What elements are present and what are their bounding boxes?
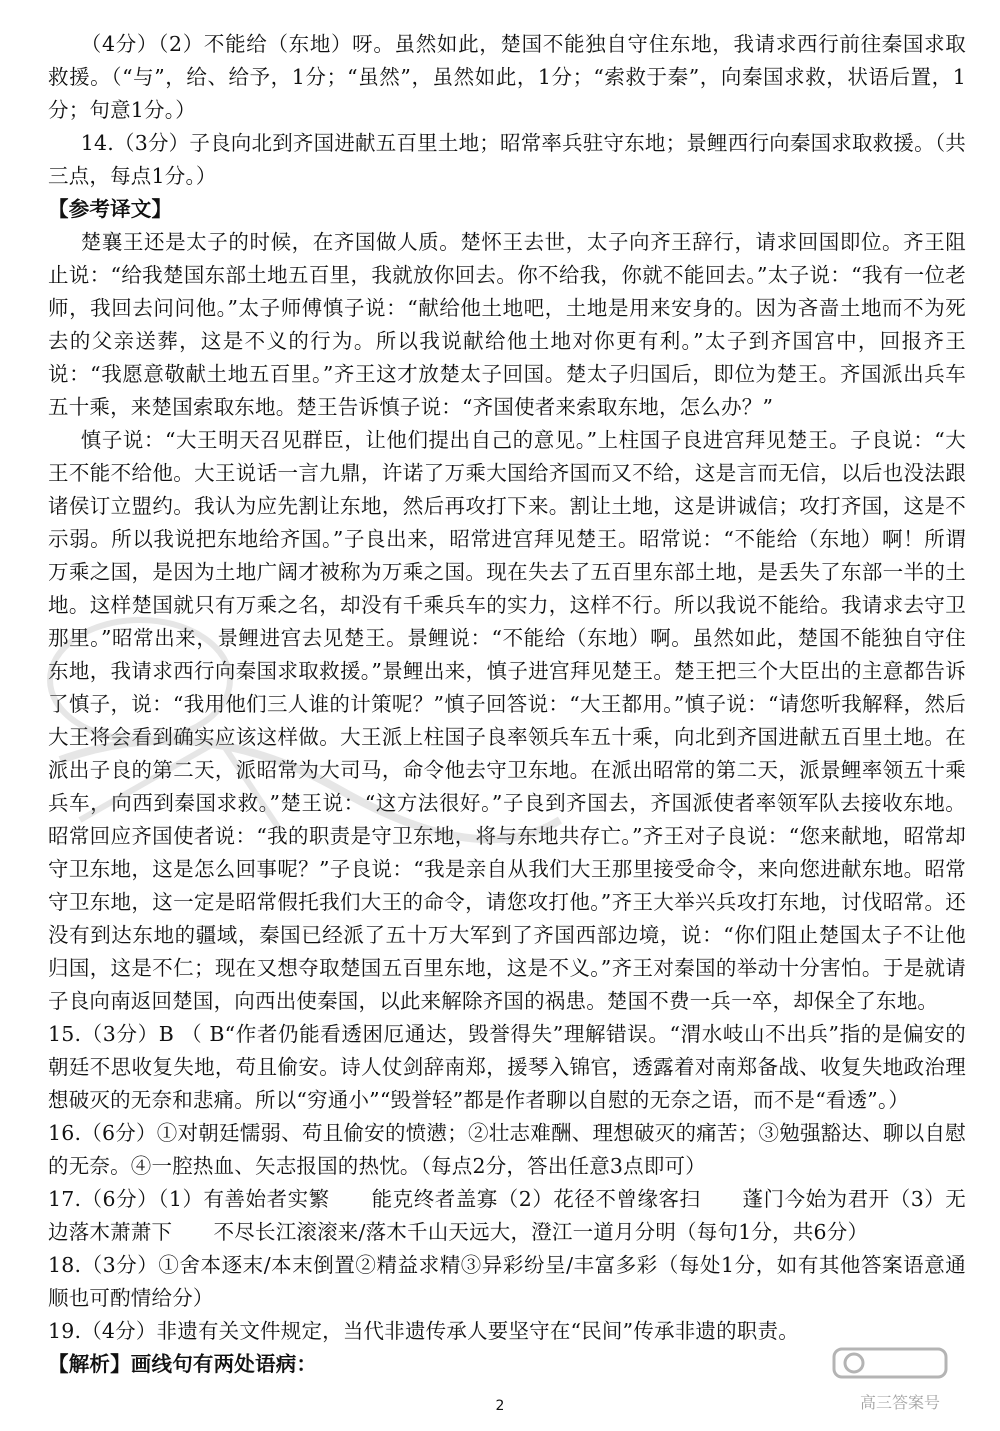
answer-19: 19.（4分）非遗有关文件规定，当代非遗传承人要坚守在“民间”传承非遗的职责。 <box>48 1319 799 1343</box>
answer-14: 14.（3分）子良向北到齐国进献五百里土地；昭常率兵驻守东地；景鲤西行向秦国求取救援。（共三点，每点1分。） <box>48 131 966 188</box>
corner-watermark-text: 高三答案号 <box>859 1393 940 1412</box>
answer-16: 16.（6分）①对朝廷懦弱、苟且偷安的愤懑；②壮志难酬、理想破灭的痛苦；③勉强豁达、聊以自慰的无奈。④一腔热血、矢志报国的热忱。（每点2分，答出任意3点即可） <box>48 1121 966 1178</box>
reference-translation-heading: 【参考译文】 <box>48 197 173 221</box>
analysis-heading: 【解析】画线句有两处语病： <box>48 1352 318 1376</box>
answer-18: 18.（3分）①舍本逐末/本末倒置②精益求精③异彩纷呈/丰富多彩（每处1分，如有其他答案语意通顺也可酌情给分） <box>48 1253 966 1310</box>
answer-13-part2: （4分）（2）不能给（东地）呀。虽然如此，楚国不能独自守住东地，我请求西行前往秦国求取救援。（“与”，给、给予，1分；“虽然”，虽然如此，1分；“索救于秦”，向秦国求救，状语后置，1分；句意1分。） <box>48 32 966 122</box>
page-number: 2 <box>495 1398 505 1414</box>
document-body <box>48 28 966 1381</box>
translation-paragraph-2: 慎子说：“大王明天召见群臣，让他们提出自己的意见。”上柱国子良进宫拜见楚王。子良说：“大王不能不给他。大王说话一言九鼎，许诺了万乘大国给齐国而又不给，这是言而无信，以后也没法跟诸侯订立盟约。我认为应先割让东地，然后再攻打下来。割让土地，这是讲诚信；攻打齐国，这是不示弱。所以我说把东地给齐国。”子良出来，昭常进宫拜见楚王。昭常说：“不能给（东地）啊！所谓万乘之国，是因为土地广阔才被称为万乘之国。现在失去了五百里东部土地，是丢失了东部一半的土地。这样楚国就只有万乘之名，却没有千乘兵车的实力，这样不行。所以我说不能给。我请求去守卫那里。”昭常出来，景鲤进宫去见楚王。景鲤说：“不能给（东地）啊。虽然如此，楚国不能独自守住东地，我请求西行向秦国求取救援。”景鲤出来，慎子进宫拜见楚王。楚王把三个大臣出的主意都告诉了慎子，说：“我用他们三人谁的计策呢？”慎子回答说：“大王都用。”慎子说：“请您听我解释，然后大王将会看到确实应该这样做。大王派上柱国子良率领兵车五十乘，向北到齐国进献五百里土地。在派出子良的第二天，派昭常为大司马，命令他去守卫东地。在派出昭常的第二天，派景鲤率领五十乘兵车，向西到秦国求救。”楚王说：“这方法很好。”子良到齐国去，齐国派使者率领军队去接收东地。昭常回应齐国使者说：“我的职责是守卫东地，将与东地共存亡。”齐王对子良说：“您来献地，昭常却守卫东地，这是怎么回事呢？”子良说：“我是亲自从我们大王那里接受命令，来向您进献东地。昭常守卫东地，这一定是昭常假托我们大王的命令，请您攻打他。”齐王大举兴兵攻打东地，讨伐昭常。还没有到达东地的疆域，秦国已经派了五十万大军到了齐国西部边境，说：“你们阻止楚国太子不让他归国，这是不仁；现在又想夺取楚国五百里东地，这是不义。”齐王对秦国的举动十分害怕。于是就请子良向南返回楚国，向西出使秦国，以此来解除齐国的祸患。楚国不费一兵一卒，却保全了东地。 <box>48 428 966 1013</box>
translation-paragraph-1: 楚襄王还是太子的时候，在齐国做人质。楚怀王去世，太子向齐王辞行，请求回国即位。齐王阻止说：“给我楚国东部土地五百里，我就放你回去。你不给我，你就不能回去。”太子说：“我有一位老师，我回去问问他。”太子师傅慎子说：“献给他土地吧，土地是用来安身的。因为吝啬土地而不为死去的父亲送葬，这是不义的行为。所以我说献给他土地对你更有利。”太子到齐国宫中，回报齐王说：“我愿意敬献土地五百里。”齐王这才放楚太子回国。楚太子归国后，即位为楚王。齐国派出兵车五十乘，来楚国索取东地。楚王告诉慎子说：“齐国使者来索取东地，怎么办？” <box>48 230 966 419</box>
answer-15: 15.（3分）B （ B“作者仍能看透困厄通达，毁誉得失”理解错误。“渭水岐山不出兵”指的是偏安的朝廷不思收复失地，苟且偷安。诗人仗剑辞南郑，援琴入锦官，透露着对南郑备战、收复失地政治理想破灭的无奈和悲痛。所以“穷通小”“毁誉轻”都是作者聊以自慰的无奈之语，而不是“看透”。） <box>48 1022 966 1112</box>
answer-17: 17.（6分）（1）有善始者实繁 能克终者盖寡（2）花径不曾缘客扫 蓬门今始为君开（3）无边落木萧萧下 不尽长江滚滚来/落木千山天远大，澄江一道月分明（每句1分，共6分） <box>48 1187 966 1244</box>
